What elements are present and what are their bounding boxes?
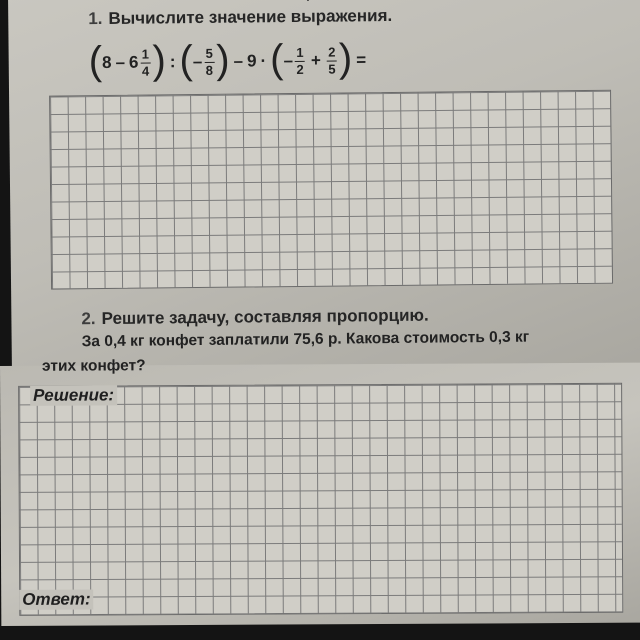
task1-title xyxy=(88,6,392,29)
task2-solution-grid[interactable] xyxy=(18,383,623,616)
task2-title-text: Решите задачу, составляя пропорцию. xyxy=(101,305,429,329)
answer-label: Ответ: xyxy=(19,590,94,610)
fraction-numerator: 1 xyxy=(141,46,150,62)
task1-title-text: Вычислите значение выражения. xyxy=(108,5,393,28)
fraction-numerator: 5 xyxy=(205,45,213,61)
fraction-1-4 xyxy=(140,47,150,77)
expr-sign: – xyxy=(192,51,203,72)
fraction-denominator: 5 xyxy=(328,61,336,77)
task1-answer-grid[interactable] xyxy=(49,90,613,290)
paren-close: ) xyxy=(152,38,166,83)
task2-problem-line1: За 0,4 кг конфет заплатили 75,6 р. Какова стоимость 0,3 кг xyxy=(81,328,530,351)
expr-equals: = xyxy=(356,50,367,70)
expr-sign: – xyxy=(283,51,294,71)
paren-close: ) xyxy=(216,37,230,82)
task2-title xyxy=(81,306,429,330)
paren-open: ( xyxy=(179,38,193,83)
fraction-numerator: 2 xyxy=(328,44,336,60)
expr-colon: : xyxy=(169,52,176,72)
expr-term-nine: 9 xyxy=(246,51,257,71)
paren-open: ( xyxy=(269,37,284,82)
worksheet-top-page xyxy=(8,0,640,378)
fraction-denominator: 4 xyxy=(141,63,150,79)
paren-close: ) xyxy=(338,36,353,81)
task1-number: 1. xyxy=(88,9,103,29)
paren-open: ( xyxy=(88,39,103,84)
task2-number: 2. xyxy=(81,309,96,329)
task2-problem-line2: этих конфет? xyxy=(41,357,146,375)
task1-expression xyxy=(88,34,370,89)
expr-plus: + xyxy=(310,50,322,70)
worksheet-bottom-page xyxy=(0,357,640,626)
expr-mixed-whole: 6 xyxy=(128,52,139,72)
expr-minus: – xyxy=(115,52,126,72)
expr-minus: – xyxy=(233,51,244,71)
variant-header xyxy=(288,0,358,1)
fraction-5-8 xyxy=(204,47,214,77)
solution-label: Решение: xyxy=(30,385,117,405)
fraction-1-2 xyxy=(295,46,305,76)
expr-term-a: 8 xyxy=(101,52,112,73)
fraction-2-5 xyxy=(327,45,337,75)
fraction-denominator: 2 xyxy=(296,61,304,77)
fraction-denominator: 8 xyxy=(205,62,214,78)
expr-multiply: · xyxy=(260,51,267,71)
fraction-numerator: 1 xyxy=(296,44,304,60)
